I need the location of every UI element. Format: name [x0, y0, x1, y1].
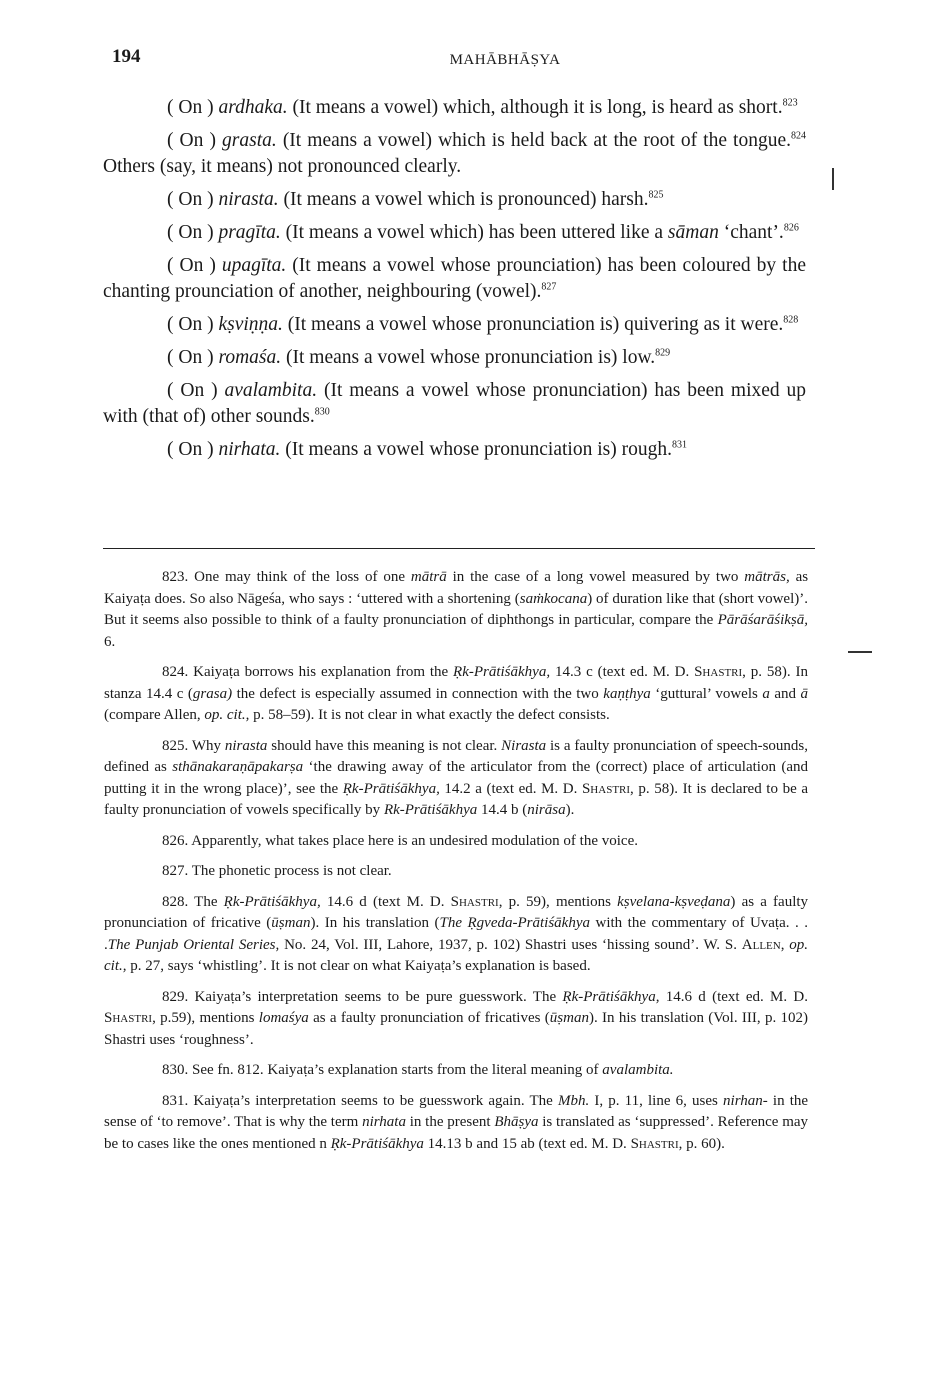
entry-romasa: ( On ) romaśa. (It means a vowel whose pronunciation is) low.$^{829}$ [167, 347, 671, 368]
footnotes [104, 567, 808, 1164]
footnote-828: 828. The Ṛk-Prātiśākhya, 14.6 d (text M. D. Shastri, p. 59), mentions kṣvelana-kṣveḍana) as a faulty pronunciation of fricative (ūṣman). In his translation (The Ṛgveda-Prātiśākhya with the commentary of Uvaṭa. . . .The Punjab Oriental Series, No. 24, Vol. III, Lahore, 1937, p. 102) Shastri uses ‘hissing sound’. W. S. Allen, op. cit., p. 27, says ‘whistling’. It is not clear on what Kaiyaṭa’s explanation is based. [104, 893, 809, 974]
entry-avalambita: ( On ) avalambita. (It means a vowel whose pronunciation) has been mixed up with (that of) other sounds.$^{830}$ [103, 380, 807, 427]
footnote-827: 827. The phonetic process is not clear. [162, 863, 392, 879]
entry-nirasta: ( On ) nirasta. (It means a vowel which is pronounced) harsh.$^{825}$ [167, 189, 664, 210]
footnote-rule [103, 548, 815, 549]
footnote-823: 823. One may think of the loss of one mātrā in the case of a long vowel measured by two mātrās, as Kaiyaṭa does. So also Nāgeśa, who says : ‘uttered with a shortening (saṁkocana) of duration like that (short vowel)’. But it seems also possible to think of a faulty pronunciation of diphthongs in particular, compare the Pārāśarāśikṣā, 6. [104, 569, 809, 650]
main-text [103, 95, 806, 470]
entry-grasta: ( On ) grasta. (It means a vowel) which is held back at the root of the tongue.$^{824}$ Others (say, it means) not pronounced clearly. [103, 130, 807, 177]
footnote-831: 831. Kaiyaṭa’s interpretation seems to be guesswork again. The Mbh. I, p. 11, line 6, uses nirhan- in the sense of ‘to remove’. That is why the term nirhata in the present Bhāṣya is translated as ‘suppressed’. Reference may be to cases like the ones mentioned n Ṛk-Prātiśākhya 14.13 b and 15 ab (text ed. M. D. Shastri, p. 60). [104, 1092, 809, 1152]
running-head: MAHĀBHĀṢYA [449, 52, 561, 68]
entry-upagita: ( On ) upagīta. (It means a vowel whose prounciation) has been coloured by the chanting prounciation of another, neighbouring (vowel).$^{827}$ [103, 255, 806, 302]
entry-pragita: ( On ) pragīta. (It means a vowel which) has been uttered like a sāman ‘chant’.$^{826}$ [167, 222, 799, 243]
footnote-824: 824. Kaiyaṭa borrows his explanation from the Ṛk-Prātiśākhya, 14.3 c (text ed. M. D. Shastri, p. 58). In stanza 14.4 c (grasa) the defect is especially assumed in connection with the two kaṇṭhya ‘guttural’ vowels a and ā (compare Allen, op. cit., p. 58–59). It is not clear in what exactly the defect consists. [104, 664, 809, 723]
footnote-826: 826. Apparently, what takes place here is an undesired modulation of the voice. [162, 832, 638, 849]
entry-nirhata: ( On ) nirhata. (It means a vowel whose pronunciation is) rough.$^{831}$ [167, 439, 687, 460]
footnote-830: 830. See fn. 812. Kaiyaṭa’s explanation starts from the literal meaning of avalambita. [162, 1062, 674, 1078]
entry-ksvinna: ( On ) kṣviṇṇa. (It means a vowel whose pronunciation is) quivering as it were.$^{828}$ [167, 314, 799, 335]
margin-mark-vertical [832, 168, 834, 190]
footnote-825: 825. Why nirasta should have this meaning is not clear. Nirasta is a faulty pronunciation of speech-sounds, defined as sthānakaraṇāpakarṣa ‘the drawing away of the articulator from the (correct) place of articulation (and putting it in the wrong place)’, see the Ṛk-Prātiśākhya, 14.2 a (text ed. M. D. Shastri, p. 58). It is declared to be a faulty pronunciation of vowels specifically by Rk-Prātiśākhya 14.4 b (nirāsa). [104, 737, 809, 818]
margin-mark-dash [848, 651, 872, 653]
entry-ardhaka: ( On ) ardhaka. (It means a vowel) which, although it is long, is heard as short.$^{823}$ [167, 97, 798, 118]
page-number: 194 [112, 46, 141, 67]
footnote-829: 829. Kaiyaṭa’s interpretation seems to be pure guesswork. The Ṛk-Prātiśākhya, 14.6 d (text ed. M. D. Shastri, p.59), mentions lomaśya as a faulty pronunciation of fricatives (ūṣman). In his translation (Vol. III, p. 102) Shastri uses ‘roughness’. [104, 988, 809, 1048]
